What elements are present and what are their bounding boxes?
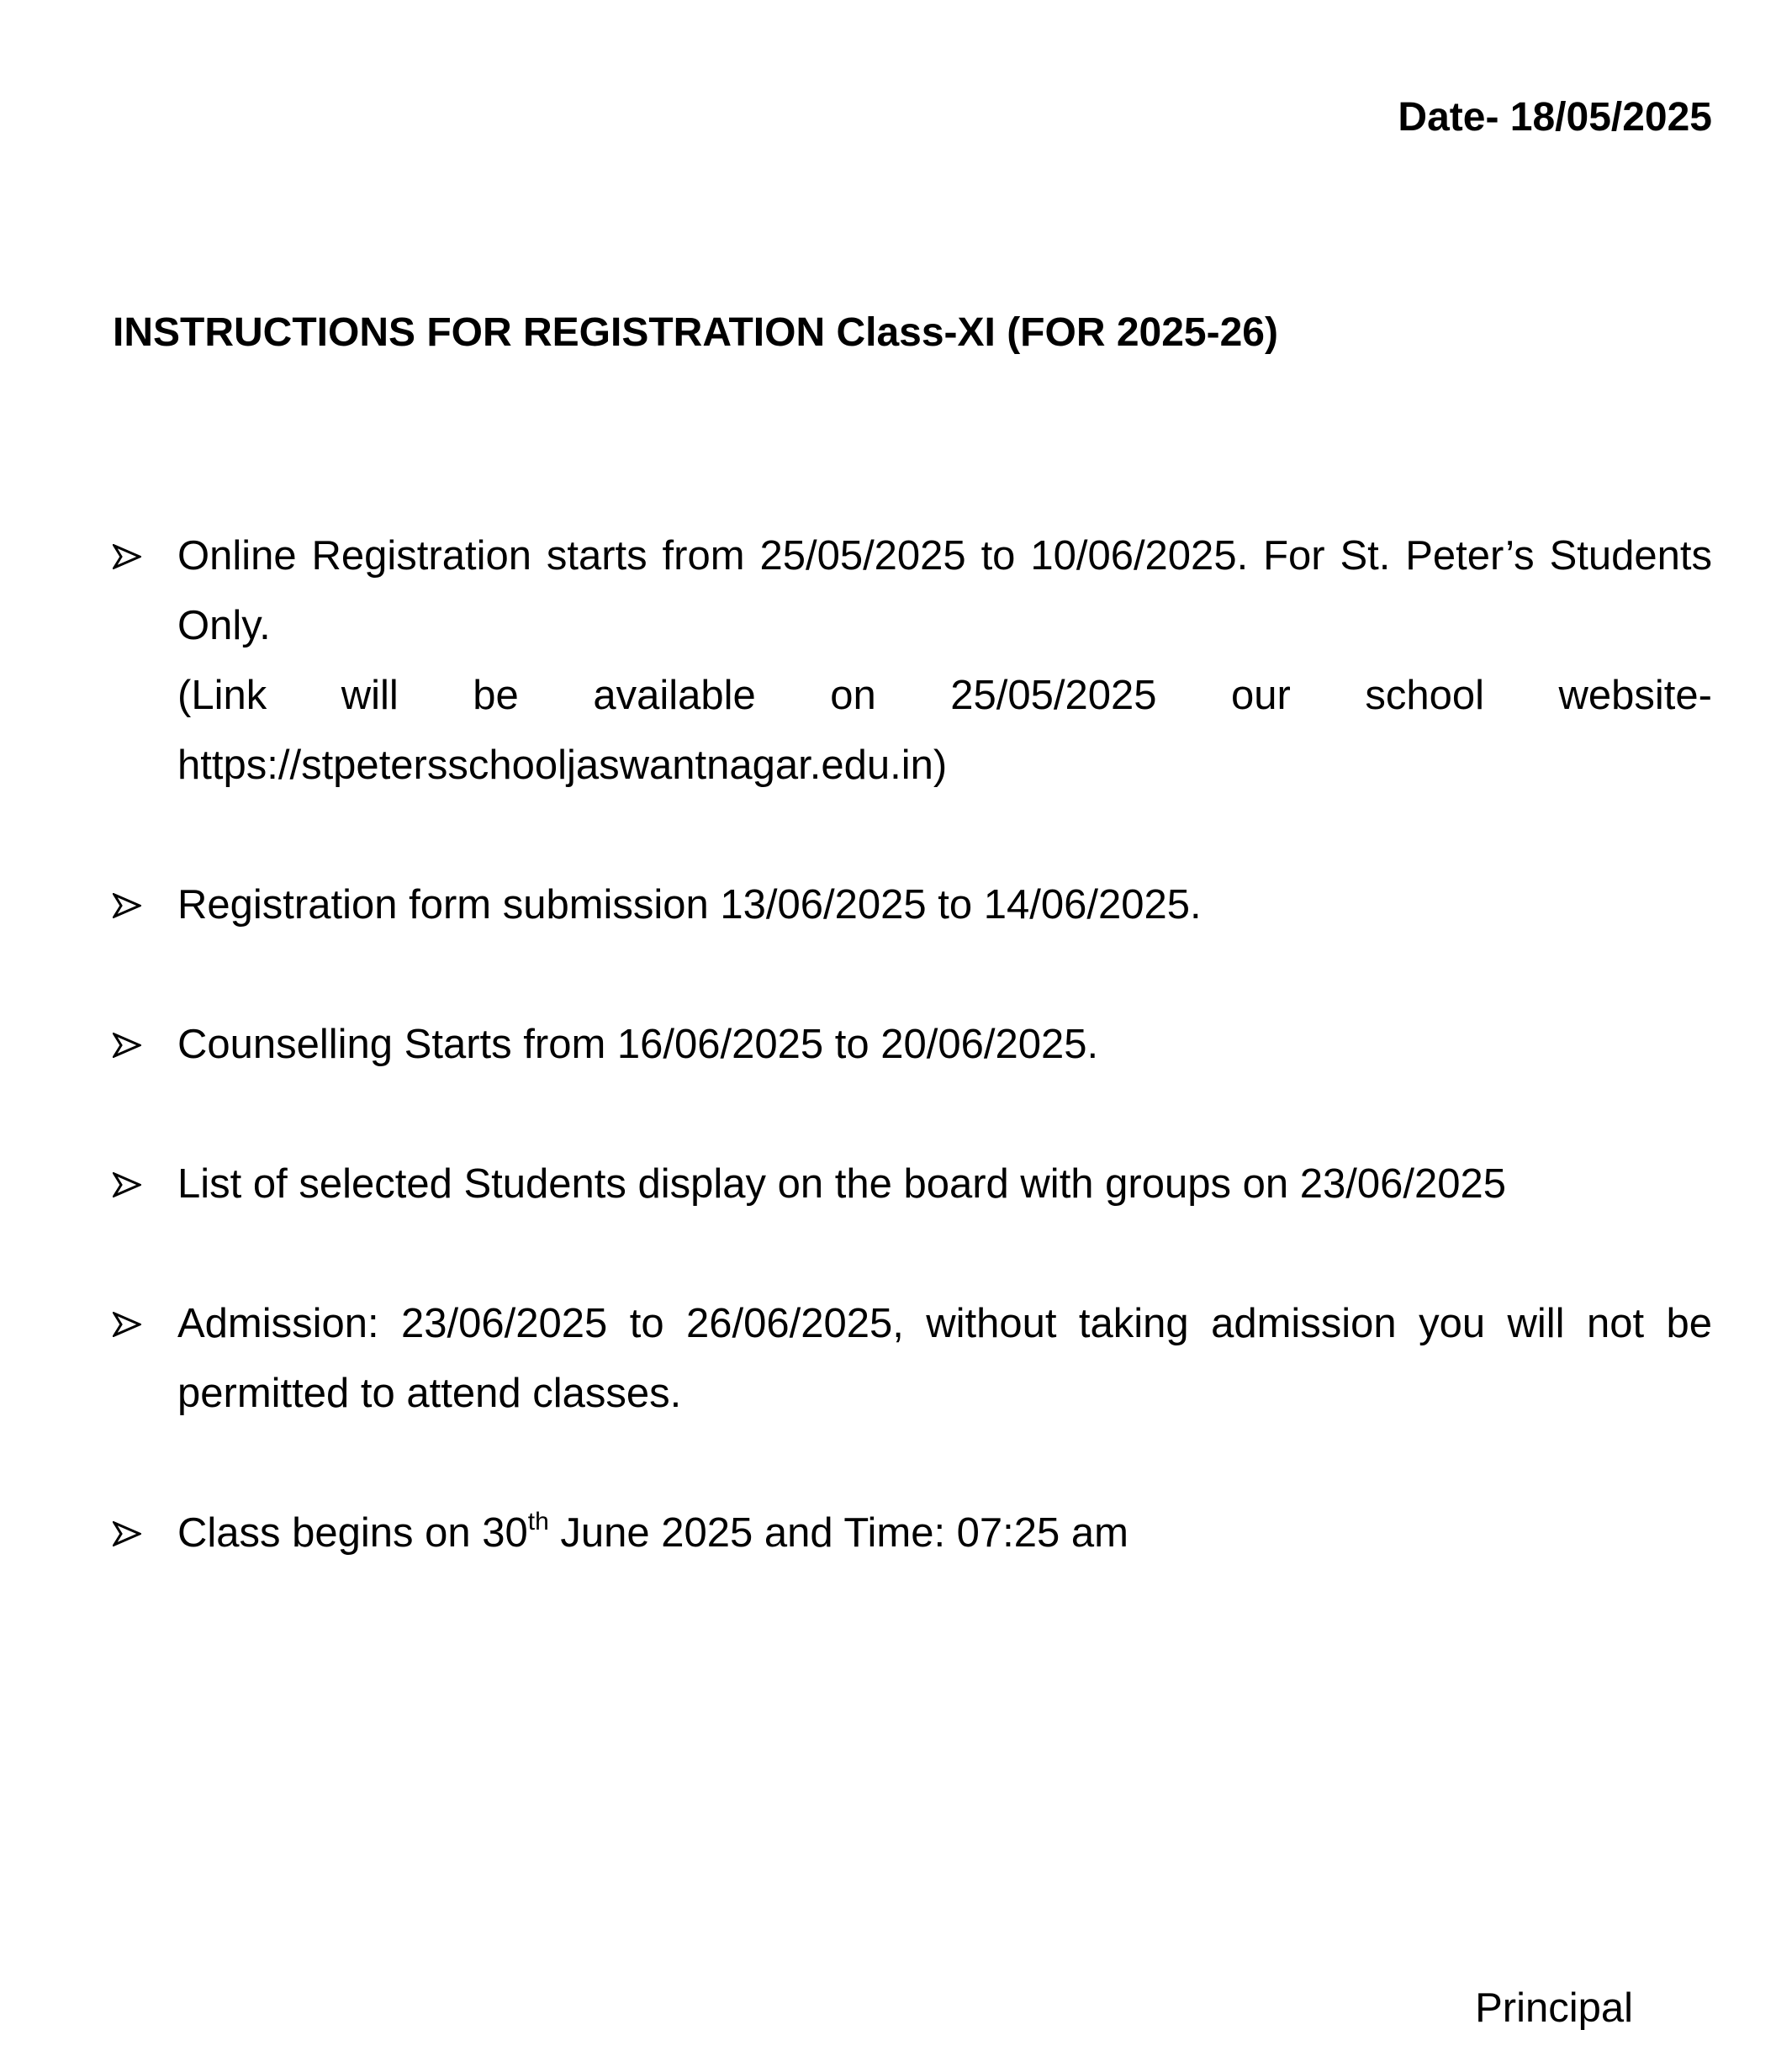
arrowhead-bullet-icon xyxy=(113,1498,146,1568)
item-text-after: June 2025 and Time: 07:25 am xyxy=(548,1510,1128,1556)
signature-principal: Principal xyxy=(1475,1985,1633,2031)
item-text: Counselling Starts from 16/06/2025 to 20/06/2025. xyxy=(177,1022,1099,1067)
item-text: Admission: 23/06/2025 to 26/06/2025, without taking admission you will not be permitted to attend classes. xyxy=(177,1301,1712,1416)
ordinal-superscript: th xyxy=(527,1508,549,1536)
website-link[interactable]: https://stpetersschooljaswantnagar.edu.in) xyxy=(177,743,948,788)
list-item xyxy=(113,1010,1712,1080)
arrowhead-bullet-icon xyxy=(113,870,146,940)
list-item xyxy=(113,1498,1712,1568)
list-item xyxy=(113,870,1712,940)
item-text-before: Class begins on 30 xyxy=(177,1510,528,1556)
item-text: Registration form submission 13/06/2025 to 14/06/2025. xyxy=(177,882,1202,928)
notice-date: Date- 18/05/2025 xyxy=(1398,95,1712,140)
item-text: List of selected Students display on the board with groups on 23/06/2025 xyxy=(177,1161,1506,1207)
arrowhead-bullet-icon xyxy=(113,1150,146,1219)
item-note: (Link will be available on 25/05/2025 our school website- xyxy=(177,673,1712,718)
list-item xyxy=(113,1289,1712,1429)
arrowhead-bullet-icon xyxy=(113,1289,146,1359)
item-text: Online Registration starts from 25/05/2025 to 10/06/2025. For St. Peter’s Students Only. xyxy=(177,533,1712,648)
instruction-list xyxy=(113,521,1712,1568)
list-item xyxy=(113,521,1712,801)
arrowhead-bullet-icon xyxy=(113,521,146,591)
item-text xyxy=(177,1498,1712,1568)
list-item xyxy=(113,1150,1712,1219)
arrowhead-bullet-icon xyxy=(113,1010,146,1080)
notice-title: INSTRUCTIONS FOR REGISTRATION Class-XI (FOR 2025-26) xyxy=(113,310,1278,355)
